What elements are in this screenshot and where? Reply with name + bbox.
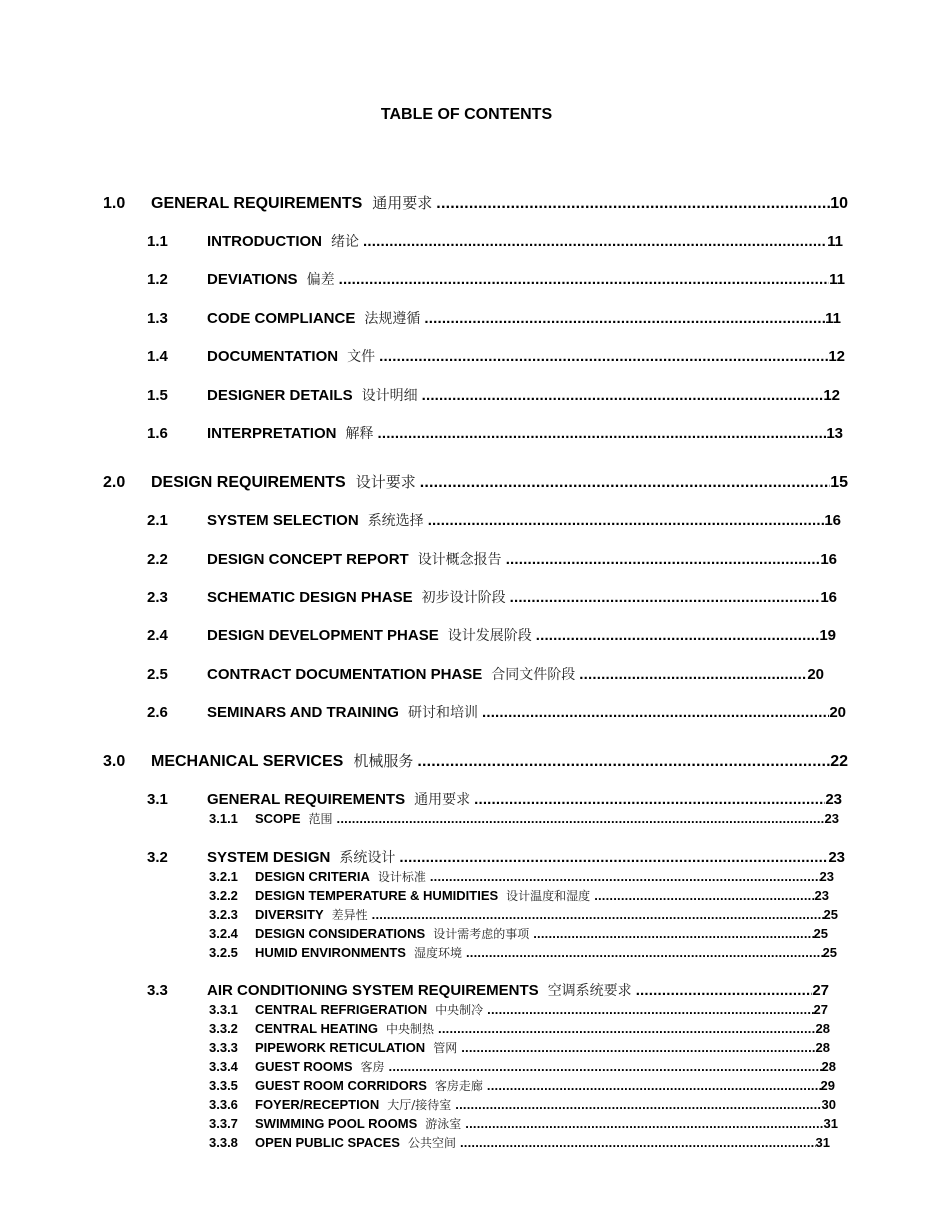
dot-leader (506, 551, 821, 568)
toc-entry-number: 1.5 (147, 387, 168, 404)
dot-leader (417, 753, 830, 771)
toc-entry-title: DEVIATIONS (207, 271, 298, 288)
toc-entry[interactable] (209, 1020, 830, 1037)
toc-entry-number: 3.3.8 (209, 1135, 238, 1150)
toc-entry[interactable] (147, 664, 824, 684)
toc-entry-title: CONTRACT DOCUMENTATION PHASE (207, 666, 483, 683)
toc-entry-page: 16 (824, 512, 841, 529)
dot-leader (430, 869, 820, 884)
toc-entry-chinese-title: 设计明细 (361, 388, 418, 404)
toc-entry-title: SWIMMING POOL ROOMS (255, 1116, 418, 1131)
toc-entry-number: 1.4 (147, 348, 168, 365)
dot-leader (487, 1002, 813, 1017)
toc-entry-chinese-title: 大厅/接待室 (387, 1098, 452, 1112)
toc-entry-title: SYSTEM DESIGN (207, 849, 331, 866)
dot-leader (465, 1116, 823, 1131)
toc-entry-number: 3.3.2 (209, 1021, 238, 1036)
toc-entry-number: 3.3.6 (209, 1097, 238, 1112)
toc-entry-page: 25 (823, 907, 838, 922)
toc-entry-page: 31 (815, 1135, 830, 1150)
toc-entry-page: 31 (823, 1116, 838, 1131)
toc-entry[interactable] (147, 231, 843, 251)
dot-leader (455, 1097, 821, 1112)
toc-entry-page: 13 (826, 425, 843, 442)
toc-entry-title: AIR CONDITIONING SYSTEM REQUIREMENTS (207, 982, 539, 999)
toc-entry-page: 28 (815, 1021, 830, 1036)
toc-entry-title: DIVERSITY (255, 907, 324, 922)
toc-entry-number: 2.0 (103, 474, 126, 491)
toc-entry[interactable] (147, 625, 836, 645)
toc-entry-chinese-title: 差异性 (331, 908, 368, 922)
toc-entry[interactable] (147, 847, 845, 867)
toc-entry-title: GUEST ROOMS (255, 1059, 353, 1074)
toc-entry-title: CENTRAL REFRIGERATION (255, 1002, 428, 1017)
toc-entry-chinese-title: 偏差 (306, 272, 335, 288)
toc-entry-page: 23 (814, 888, 829, 903)
toc-entry-title: SYSTEM SELECTION (207, 512, 359, 529)
toc-entry-page: 28 (815, 1040, 830, 1055)
toc-entry[interactable] (209, 868, 834, 885)
toc-entry-number: 3.3.3 (209, 1040, 238, 1055)
toc-entry-page: 23 (819, 869, 834, 884)
toc-entry-number: 1.1 (147, 233, 168, 250)
toc-entry-chinese-title: 设计标准 (377, 870, 426, 884)
toc-entry-number: 3.3.1 (209, 1002, 238, 1017)
toc-entry-title: GENERAL REQUIREMENTS (151, 195, 363, 212)
toc-entry-number: 3.2.5 (209, 945, 238, 960)
toc-entry-chinese-title: 空调系统要求 (547, 983, 632, 999)
toc-entry-number: 3.3.5 (209, 1078, 238, 1093)
toc-entry-title: HUMID ENVIRONMENTS (255, 945, 406, 960)
toc-entry-title: SEMINARS AND TRAINING (207, 704, 399, 721)
toc-entry-chinese-title: 机械服务 (353, 752, 414, 770)
toc-entry[interactable] (209, 1096, 836, 1113)
dot-leader (428, 512, 825, 529)
toc-entry-page: 15 (830, 474, 848, 491)
toc-entry[interactable] (147, 549, 837, 569)
toc-entry-title: CODE COMPLIANCE (207, 310, 356, 327)
toc-entry-number: 1.0 (103, 195, 126, 212)
toc-entry-number: 2.6 (147, 704, 168, 721)
dot-leader (420, 474, 831, 492)
toc-entry-chinese-title: 范围 (308, 812, 333, 826)
toc-entry-number: 3.2.1 (209, 869, 238, 884)
toc-entry-number: 3.2.3 (209, 907, 238, 922)
toc-entry-title: INTERPRETATION (207, 425, 337, 442)
toc-entry-title: GENERAL REQUIREMENTS (207, 791, 406, 808)
toc-entry-page: 28 (821, 1059, 836, 1074)
toc-entry[interactable] (209, 1077, 835, 1094)
toc-entry-chinese-title: 设计要求 (355, 473, 416, 491)
toc-entry-chinese-title: 客房 (360, 1060, 385, 1074)
toc-entry-page: 23 (828, 849, 845, 866)
dot-leader (461, 1040, 815, 1055)
toc-entry-chinese-title: 研讨和培训 (407, 705, 478, 721)
dot-leader (536, 627, 820, 644)
toc-entry-page: 25 (822, 945, 837, 960)
toc-entry-chinese-title: 公共空间 (407, 1136, 456, 1150)
dot-leader (460, 1135, 816, 1150)
toc-entry-title: DESIGN CRITERIA (255, 869, 370, 884)
toc-entry-title: DESIGNER DETAILS (207, 387, 353, 404)
toc-entry-page: 27 (812, 982, 829, 999)
dot-leader (379, 348, 828, 365)
toc-entry-chinese-title: 通用要求 (414, 792, 471, 808)
toc-entry-title: DOCUMENTATION (207, 348, 339, 365)
toc-entry-number: 2.2 (147, 551, 168, 568)
toc-entry-chinese-title: 中央制热 (386, 1022, 435, 1036)
toc-entry-chinese-title: 绪论 (331, 234, 359, 250)
toc-entry-number: 1.3 (147, 310, 168, 327)
toc-entry-page: 22 (830, 753, 848, 770)
dot-leader (372, 907, 824, 922)
toc-entry[interactable] (147, 980, 829, 1000)
toc-entry-page: 11 (829, 271, 845, 288)
toc-entry-page: 11 (827, 233, 843, 250)
toc-entry-chinese-title: 管网 (433, 1041, 458, 1055)
dot-leader (399, 849, 828, 866)
toc-entry[interactable] (147, 385, 840, 405)
toc-entry-title: DESIGN CONSIDERATIONS (255, 926, 426, 941)
toc-entry-title: GUEST ROOM CORRIDORS (255, 1078, 427, 1093)
dot-leader (474, 791, 825, 808)
toc-entry-number: 2.4 (147, 627, 168, 644)
toc-entry[interactable] (147, 789, 842, 809)
toc-entry-number: 3.2.4 (209, 926, 238, 941)
toc-entry-title: MECHANICAL SERVICES (151, 753, 344, 770)
toc-entry-title: SCOPE (255, 811, 301, 826)
toc-entry-number: 3.1.1 (209, 811, 238, 826)
dot-leader (579, 666, 807, 683)
toc-entry-chinese-title: 设计概念报告 (417, 552, 502, 568)
dot-leader (389, 1059, 822, 1074)
toc-entry-title: DESIGN REQUIREMENTS (151, 474, 346, 491)
toc-entry[interactable] (209, 1001, 828, 1018)
toc-entry[interactable] (147, 308, 841, 328)
toc-entry[interactable] (209, 887, 829, 904)
toc-entry[interactable] (147, 269, 845, 289)
dot-leader (422, 387, 824, 404)
toc-entry-chinese-title: 设计发展阶段 (447, 628, 532, 644)
toc-entry-page: 11 (825, 310, 841, 327)
dot-leader (533, 926, 813, 941)
toc-entry-chinese-title: 中央制冷 (435, 1003, 484, 1017)
toc-entry-page: 23 (824, 811, 839, 826)
toc-entry-chinese-title: 设计需考虑的事项 (433, 927, 530, 941)
dot-leader (424, 310, 825, 327)
toc-entry-chinese-title: 系统选择 (367, 513, 424, 529)
toc-entry[interactable] (147, 423, 843, 443)
dot-leader (636, 982, 813, 999)
toc-entry-number: 1.6 (147, 425, 168, 442)
toc-entry[interactable] (209, 944, 837, 961)
toc-entry-number: 3.0 (103, 753, 126, 770)
toc-entry[interactable] (147, 510, 841, 530)
toc-entry-number: 3.2 (147, 849, 168, 866)
toc-entry-chinese-title: 文件 (347, 349, 376, 365)
dot-leader (339, 271, 830, 288)
toc-entry[interactable] (103, 471, 848, 492)
toc-entry-title: OPEN PUBLIC SPACES (255, 1135, 400, 1150)
toc-entry-page: 20 (829, 704, 846, 721)
dot-leader (337, 811, 825, 826)
toc-entry-number: 3.2.2 (209, 888, 238, 903)
dot-leader (510, 589, 821, 606)
toc-entry-page: 16 (820, 551, 837, 568)
toc-entry-title: FOYER/RECEPTION (255, 1097, 380, 1112)
toc-entry-chinese-title: 湿度环境 (413, 946, 462, 960)
dot-leader (487, 1078, 821, 1093)
toc-entry-title: PIPEWORK RETICULATION (255, 1040, 426, 1055)
toc-entry-number: 2.5 (147, 666, 168, 683)
toc-entry-title: INTRODUCTION (207, 233, 322, 250)
dot-leader (436, 195, 830, 213)
toc-entry[interactable] (209, 925, 828, 942)
toc-entry[interactable] (209, 1115, 838, 1132)
toc-entry-chinese-title: 通用要求 (372, 194, 433, 212)
toc-entry[interactable] (147, 587, 837, 607)
dot-leader (482, 704, 829, 721)
toc-entry-page: 16 (820, 589, 837, 606)
toc-entry[interactable] (209, 810, 839, 827)
toc-entry[interactable] (147, 702, 846, 722)
toc-entry-number: 3.3.7 (209, 1116, 238, 1131)
toc-entry-chinese-title: 合同文件阶段 (491, 667, 576, 683)
toc-entry-chinese-title: 客房走廊 (434, 1079, 483, 1093)
dot-leader (594, 888, 814, 903)
toc-entry-number: 3.1 (147, 791, 168, 808)
toc-entry-page: 27 (813, 1002, 828, 1017)
toc-entry-chinese-title: 初步设计阶段 (421, 590, 506, 606)
toc-entry-chinese-title: 设计温度和湿度 (506, 889, 591, 903)
toc-entry-page: 19 (819, 627, 836, 644)
toc-entry[interactable] (209, 1039, 830, 1056)
toc-entry[interactable] (147, 346, 845, 366)
toc-entry-title: DESIGN DEVELOPMENT PHASE (207, 627, 439, 644)
toc-entry-page: 10 (830, 195, 848, 212)
dot-leader (466, 945, 823, 960)
toc-entry-page: 29 (820, 1078, 835, 1093)
toc-entry-number: 3.3 (147, 982, 168, 999)
toc-entry-number: 1.2 (147, 271, 168, 288)
toc-entry-number: 3.3.4 (209, 1059, 238, 1074)
page-title: TABLE OF CONTENTS (380, 106, 553, 123)
toc-entry-chinese-title: 解释 (345, 426, 374, 442)
toc-entry-number: 2.3 (147, 589, 168, 606)
toc-entry[interactable] (209, 906, 838, 923)
toc-entry[interactable] (209, 1058, 836, 1075)
toc-entry-page: 23 (825, 791, 842, 808)
dot-leader (438, 1021, 815, 1036)
toc-entry[interactable] (209, 1134, 830, 1151)
toc-entry-page: 30 (821, 1097, 836, 1112)
toc-entry-title: DESIGN CONCEPT REPORT (207, 551, 409, 568)
toc-entry-chinese-title: 系统设计 (339, 850, 396, 866)
toc-entry-title: SCHEMATIC DESIGN PHASE (207, 589, 413, 606)
toc-entry-page: 20 (807, 666, 824, 683)
toc-entry-page: 25 (813, 926, 828, 941)
toc-entry[interactable] (103, 750, 848, 771)
toc-entry-number: 2.1 (147, 512, 168, 529)
toc-entry[interactable] (103, 192, 848, 213)
toc-entry-title: DESIGN TEMPERATURE & HUMIDITIES (255, 888, 499, 903)
toc-entry-chinese-title: 游泳室 (425, 1117, 462, 1131)
dot-leader (377, 425, 826, 442)
toc-entry-page: 12 (823, 387, 840, 404)
toc-entry-title: CENTRAL HEATING (255, 1021, 379, 1036)
toc-entry-chinese-title: 法规遵循 (364, 311, 421, 327)
dot-leader (363, 233, 827, 250)
toc-entry-page: 12 (828, 348, 845, 365)
